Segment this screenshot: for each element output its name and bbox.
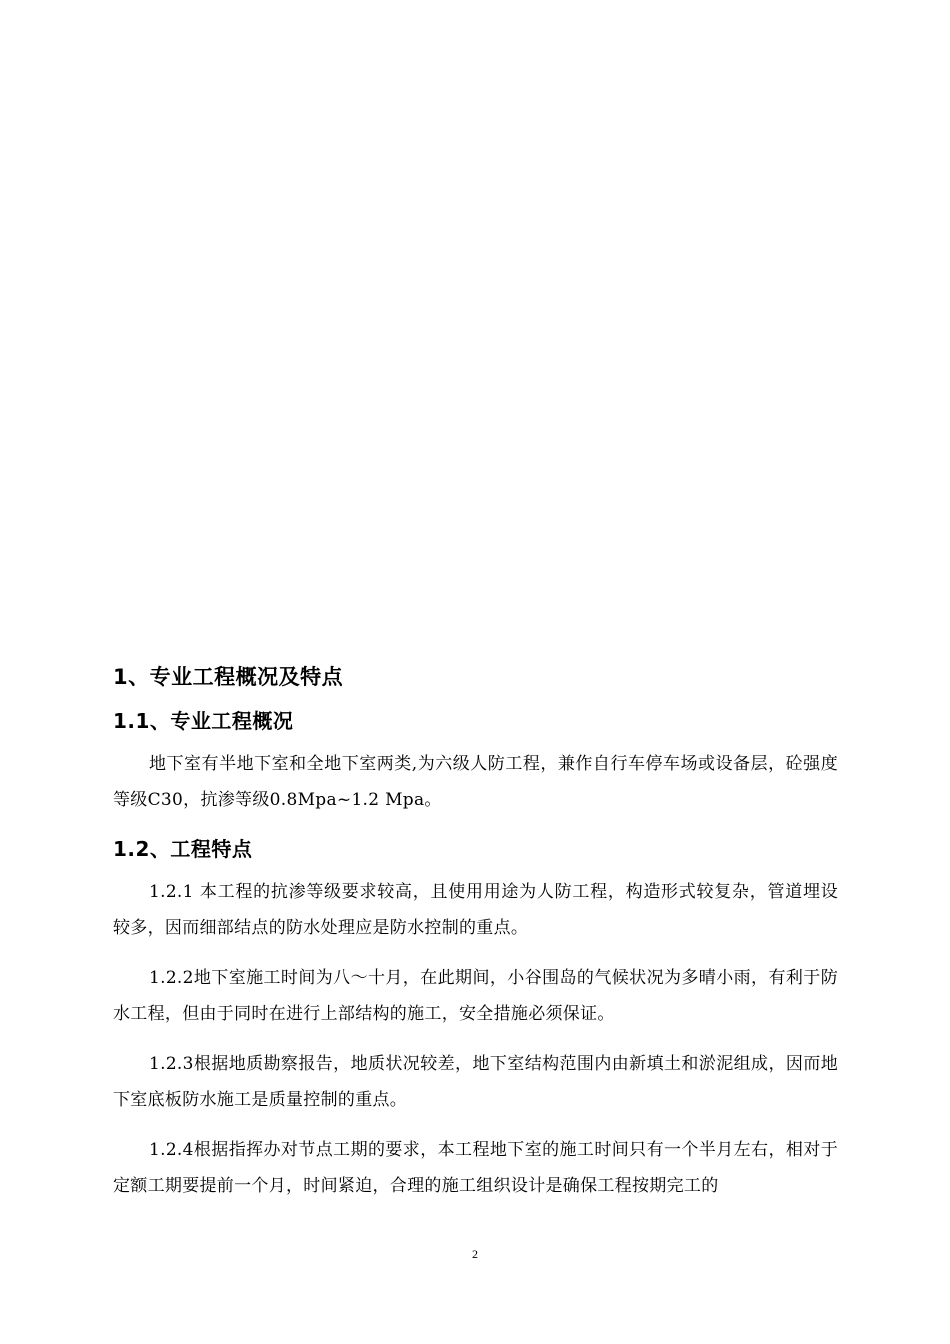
paragraph-overview: 地下室有半地下室和全地下室两类,为六级人防工程，兼作自行车停车场或设备层，砼强度等级C30，抗渗等级0.8Mpa~1.2 Mpa。 <box>113 754 838 810</box>
subsection-heading-overview: 1.1、专业工程概况 <box>113 709 294 733</box>
paragraph-feature-4: 1.2.4根据指挥办对节点工期的要求，本工程地下室的施工时间只有一个半月左右，相对于定额工期要提前一个月，时间紧迫，合理的施工组织设计是确保工程按期完工的 <box>113 1140 838 1196</box>
document-body <box>113 660 838 1218</box>
page-number: 2 <box>472 1247 478 1261</box>
paragraph-feature-1: 1.2.1 本工程的抗渗等级要求较高，且使用用途为人防工程，构造形式较复杂，管道埋设较多，因而细部结点的防水处理应是防水控制的重点。 <box>113 882 838 938</box>
paragraph-feature-2: 1.2.2地下室施工时间为八～十月，在此期间，小谷围岛的气候状况为多晴小雨，有利于防水工程，但由于同时在进行上部结构的施工，安全措施必须保证。 <box>113 968 838 1024</box>
section-heading: 1、专业工程概况及特点 <box>113 665 344 689</box>
subsection-heading-features: 1.2、工程特点 <box>113 837 253 861</box>
paragraph-feature-3: 1.2.3根据地质勘察报告，地质状况较差，地下室结构范围内由新填土和淤泥组成，因而地下室底板防水施工是质量控制的重点。 <box>113 1054 838 1110</box>
